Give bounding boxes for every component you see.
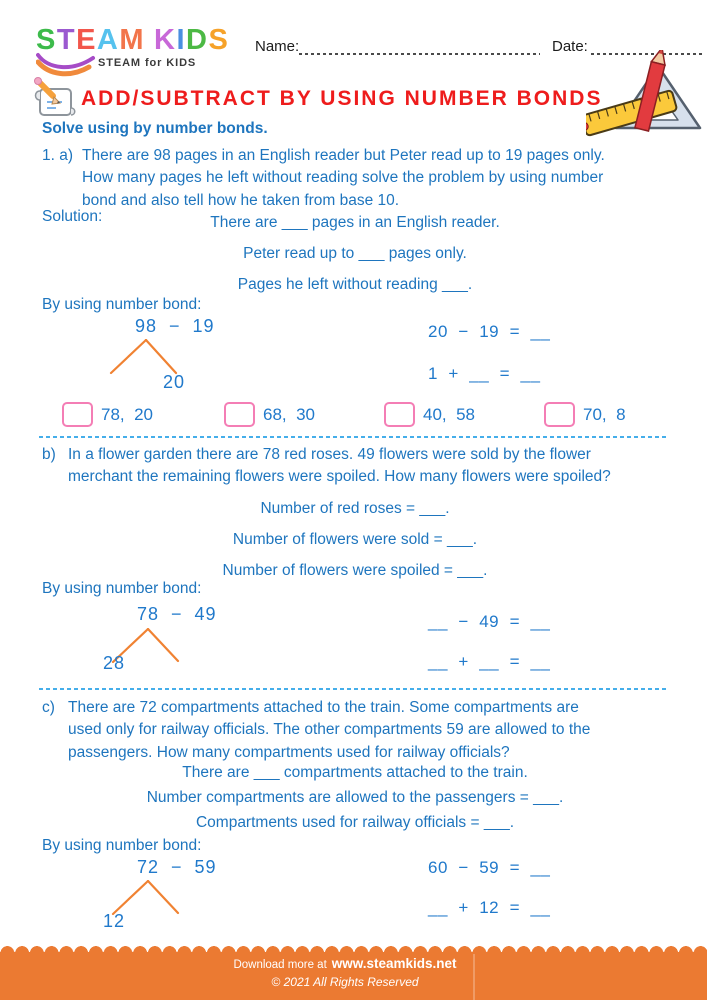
fill-line: Peter read up to ___ pages only. bbox=[243, 245, 467, 262]
logo-tagline: STEAM for KIDS bbox=[98, 57, 197, 69]
bond-heading-a: By using number bond: bbox=[42, 296, 202, 313]
page-title: ADD/SUBTRACT BY USING NUMBER BONDS bbox=[81, 87, 603, 110]
section-divider bbox=[39, 436, 668, 438]
answer-option bbox=[62, 402, 153, 427]
logo-letter: T bbox=[56, 24, 77, 56]
section-divider bbox=[39, 688, 668, 690]
date-label: Date: bbox=[552, 38, 588, 55]
answer-checkbox[interactable] bbox=[544, 402, 575, 427]
answer-option-label: 40, 58 bbox=[423, 404, 475, 424]
question-a-label: 1. a) bbox=[42, 147, 74, 164]
logo-letter: K bbox=[154, 24, 177, 56]
equation-a2: 1 + __ = __ bbox=[428, 364, 541, 383]
equation-c2: __ + 12 = __ bbox=[428, 898, 551, 917]
name-label: Name: bbox=[255, 38, 300, 55]
answer-checkbox[interactable] bbox=[224, 402, 255, 427]
fill-line: Compartments used for railway officials = ___. bbox=[195, 814, 515, 831]
fill-line: Number of flowers were sold = ___. bbox=[232, 531, 478, 548]
logo-letter: D bbox=[186, 24, 209, 56]
bond-heading-c: By using number bond: bbox=[42, 837, 202, 854]
bond-expression-b: 78 − 49 bbox=[137, 604, 217, 624]
question-b-label: b) bbox=[42, 446, 56, 463]
question-b-text: In a flower garden there are 78 red roses. 49 flowers were sold by the flower merchant the remaining flowers were spoiled. How many flowers were spoiled? bbox=[68, 446, 611, 486]
answer-option-label: 70, 8 bbox=[583, 404, 626, 424]
equation-c1: 60 − 59 = __ bbox=[428, 858, 551, 877]
ruler-setsquare-icon bbox=[586, 50, 707, 145]
fill-line: Number of flowers were spoiled = ___. bbox=[222, 562, 488, 579]
equation-a1: 20 − 19 = __ bbox=[428, 322, 551, 341]
bond-expression-c: 72 − 59 bbox=[137, 857, 217, 877]
logo-letter: E bbox=[76, 24, 97, 56]
bond-part-a: 20 bbox=[163, 372, 186, 392]
logo-swoosh-icon bbox=[36, 52, 96, 79]
fill-line: Number compartments are allowed to the passengers = ___. bbox=[146, 789, 564, 806]
footer-site-link[interactable]: www.steamkids.net bbox=[331, 956, 457, 971]
name-input-line[interactable] bbox=[299, 53, 540, 55]
answer-checkbox[interactable] bbox=[384, 402, 415, 427]
footer-copyright: © 2021 All Rights Reserved bbox=[271, 975, 419, 989]
solution-label: Solution: bbox=[42, 208, 103, 225]
fill-line: Number of red roses = ___. bbox=[260, 500, 450, 517]
question-b bbox=[42, 444, 687, 489]
footer bbox=[0, 952, 707, 1000]
scroll-pencil-icon bbox=[31, 77, 79, 121]
logo-letter: S bbox=[208, 24, 230, 56]
equation-b2: __ + __ = __ bbox=[428, 652, 551, 671]
answer-option-label: 78, 20 bbox=[101, 404, 153, 424]
fill-line: Pages he left without reading ___. bbox=[237, 276, 473, 293]
answer-option bbox=[224, 402, 315, 427]
answer-option bbox=[544, 402, 626, 427]
number-bond-branches-a bbox=[105, 339, 183, 376]
bond-heading-b: By using number bond: bbox=[42, 580, 202, 597]
logo-letter: I bbox=[176, 24, 187, 56]
fill-line: There are ___ compartments attached to the train. bbox=[182, 764, 528, 781]
answer-option bbox=[384, 402, 475, 427]
question-a-text: There are 98 pages in an English reader but Peter read up to 19 pages only. How many pages he left without reading solve the problem by using number bond and also tell how he taken from base 10. bbox=[82, 147, 605, 209]
fill-line: There are ___ pages in an English reader. bbox=[210, 214, 500, 231]
bond-part-b: 28 bbox=[103, 653, 126, 673]
logo-letter: A bbox=[96, 24, 120, 56]
equation-b1: __ − 49 = __ bbox=[428, 612, 551, 631]
bond-part-c: 12 bbox=[103, 911, 126, 931]
question-c bbox=[42, 697, 687, 764]
answer-option-label: 68, 30 bbox=[263, 404, 315, 424]
logo-letter: M bbox=[119, 24, 146, 56]
logo-letter: S bbox=[36, 24, 57, 56]
question-a bbox=[42, 145, 682, 212]
question-c-text: There are 72 compartments attached to the train. Some compartments are used only for railway officials. The other compartments 59 are allowed to the passengers. How many compartments used for railway officials? bbox=[68, 699, 591, 761]
instruction-heading: Solve using by number bonds. bbox=[42, 120, 268, 137]
answer-checkbox[interactable] bbox=[62, 402, 93, 427]
question-c-label: c) bbox=[42, 699, 55, 716]
footer-download-text: Download more at www.steamkids.net bbox=[233, 956, 457, 971]
bond-expression-a: 98 − 19 bbox=[135, 316, 215, 336]
